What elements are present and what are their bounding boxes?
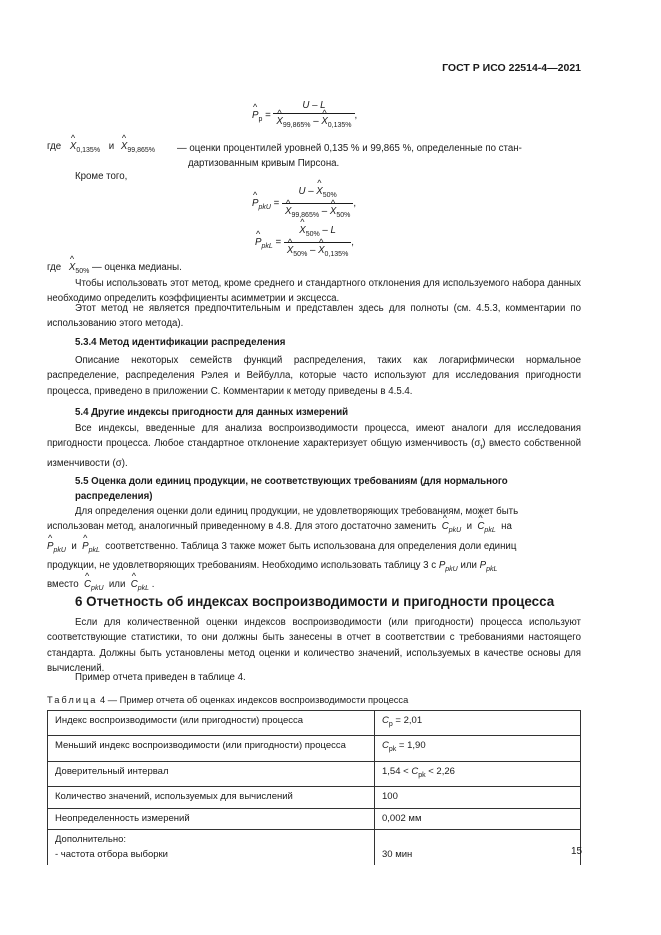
section-5-4-title: 5.4 Другие индексы пригодности для данных измерений (75, 407, 349, 418)
paragraph-not-preferred: Этот метод не является предпочтительным и представлен здесь для полноты (см. 4.5.3, комментарии по использованию этого метода). (47, 303, 581, 330)
where-line-2: где ^ $X_{50\%}$ — оценка медианы. (47, 262, 182, 275)
section-5-3-4-text: Описание некоторых семейств функций распределения, таких как логарифмически нормальное распределение, распределения Рэлея и Вейбулла, которые часто используют для исследования пригодности процесса, приведено в приложении C. Комментарии к методу приведены в 4.5.4. (47, 355, 581, 397)
paragraph-skew: Чтобы использовать этот метод, кроме среднего и стандартного отклонения для используемого набора данных необходимо определить коэффициенты асимметрии и эксцесса. (47, 278, 581, 305)
formula-pp: ^ $P_p$ = U – L ^ $X_{99,865\%}$ – ^ $X_{0,135\%}$ , (252, 98, 357, 133)
table-4-caption: Таблица 4 — Пример отчета об оценках индексов воспроизводимости процесса (47, 695, 409, 705)
section-5-4-text: Все индексы, введенные для анализа воспроизводимости процесса, имеют аналоги для исследования пригодности процесса. Любое стандартное отклонение характеризует общую изменчивость $(\sigma_t)$ вместо собственной изменчивости (σ). (47, 423, 581, 469)
document-header-code: ГОСТ Р ИСО 22514-4—2021 (442, 62, 581, 74)
table-4 (47, 710, 581, 865)
formula-ppkl: ^ $P_{pkL}$ = ^ $X_{50\%}$ – L ^ $X_{50\%}$ – ^ $X_{0,135\%}$ , (255, 223, 354, 262)
table-row: Дополнительно: - частота отбора выборки 30 мин (48, 830, 581, 866)
section-6-example: Пример отчета приведен в таблице 4. (75, 672, 246, 683)
section-5-5-title: 5.5 Оценка доли единиц продукции, не соответствующих требованиям (для нормального распределения) (75, 476, 508, 503)
table-row: Неопределенность измерений 0,002 мм (48, 808, 581, 830)
section-6-text: Если для количественной оценки индексов воспроизводимости (или пригодности) процесса используют соответствующие статистики, то они должны быть занесены в отчет в соответствии с требованиями настоящего стандарта. Должны быть установлены метод оценки и количество значений, используемых в качестве основы для вычислений. (47, 617, 581, 674)
formula-ppku: ^ $P_{pkU}$ = U – ^ $X_{50\%}$ ^ $X_{99,865\%}$ – ^ $X_{50\%}$ , (252, 184, 356, 223)
table-row: Количество значений, используемых для вычислений 100 (48, 787, 581, 809)
section-5-5-text: Для определения оценки доли единиц продукции, не удовлетворяющих требованиям, может быть использован метод, аналогичный приведенному в 4.8. Для этого достаточно заменить ^ $C_{pkU}$ и ^ $C_{pkL}$ на ^ $P_{pkU}$ и ^ $P_{pkL}$ соответственно. Таблица 3 также может быть использована для определения доли единиц продукции, не удовлетворяющих требованиям. Необходимо использовать таблицу 3 с $P_{pkU}$ или $P_{pkL}$ вместо ^ $C_{pkU}$ или ^ $C_{pkL}$ . (47, 504, 581, 596)
also-text: Кроме того, (75, 171, 128, 182)
table-row: Меньший индекс воспроизводимости (или пригодности) процесса $C_{pk} = 1,90$ (48, 736, 581, 761)
table-row: Индекс воспроизводимости (или пригодности) процесса $C_p = 2,01$ (48, 711, 581, 736)
where-line-1: где ^ $X_{0,135\%}$ и ^ $X_{99,865\%}$ (47, 141, 155, 154)
where-text-1: — оценки процентилей уровней 0,135 % и 99,865 %, определенные по стан- дартизованным кривым Пирсона. (177, 143, 522, 170)
section-6-title: 6 Отчетность об индексах воспроизводимости и пригодности процесса (75, 594, 555, 609)
section-5-3-4-title: 5.3.4 Метод идентификации распределения (75, 337, 286, 348)
page-number: 15 (571, 846, 583, 857)
table-row: Доверительный интервал $1,54 < C_{pk} < 2,26$ (48, 761, 581, 786)
